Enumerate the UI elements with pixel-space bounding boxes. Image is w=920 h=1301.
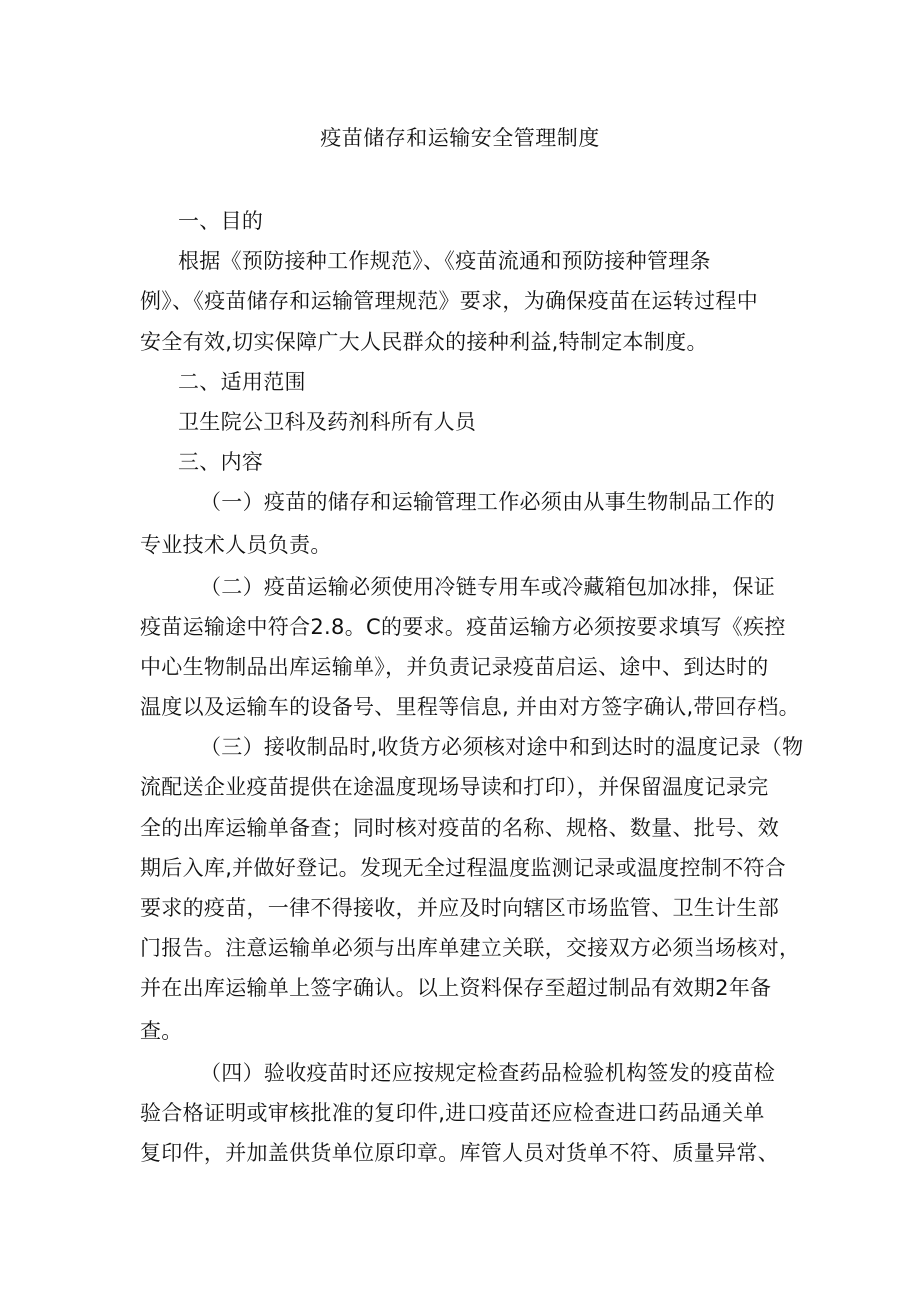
clause-line: 门报告。注意运输单必须与出库单建立关联，交接双方必须当场核对， — [140, 936, 801, 961]
clause-line: （四）验收疫苗时还应按规定检查药品检验机构签发的疫苗检 — [200, 1060, 776, 1085]
clause-line: 温度以及运输车的设备号、里程等信息, 并由对方签字确认,带回存档。 — [140, 695, 800, 720]
clause-line: （三）接收制品时,收货方必须核对途中和到达时的温度记录（物 — [200, 735, 804, 760]
clause-line: 全的出库运输单备查；同时核对疫苗的名称、规格、数量、批号、效 — [140, 815, 779, 840]
paragraph-line: 例》、《疫苗储存和运输管理规范》要求，为确保疫苗在运转过程中 — [140, 289, 758, 314]
clause-line: 复印件，并加盖供货单位原印章。库管人员对货单不符、质量异常、 — [140, 1140, 779, 1165]
section-heading-content: 三、内容 — [178, 450, 264, 475]
document-title: 疫苗储存和运输安全管理制度 — [320, 126, 600, 150]
clause-line: （二）疫苗运输必须使用冷链专用车或冷藏箱包加冰排，保证 — [200, 574, 776, 599]
clause-line: 查。 — [140, 1018, 183, 1043]
clause-line: 流配送企业疫苗提供在途温度现场导读和打印），并保留温度记录完 — [140, 775, 769, 800]
section-heading-purpose: 一、目的 — [178, 209, 264, 233]
clause-line: 期后入库,并做好登记。发现无全过程温度监测记录或温度控制不符合 — [140, 855, 786, 880]
clause-line: 并在出库运输单上签字确认。以上资料保存至超过制品有效期2年备 — [140, 976, 772, 1001]
paragraph-line: 卫生院公卫科及药剂科所有人员 — [178, 409, 477, 434]
clause-line: 专业技术人员负责。 — [140, 532, 332, 557]
clause-line: 中心生物制品出库运输单》，并负责记录疫苗启运、途中、到达时的 — [140, 654, 769, 679]
section-heading-scope: 二、适用范围 — [178, 369, 306, 394]
clause-line: 验合格证明或审核批准的复印件,进口疫苗还应检查进口药品通关单 — [140, 1100, 765, 1125]
clause-line: 要求的疫苗，一律不得接收，并应及时向辖区市场监管、卫生计生部 — [140, 896, 779, 920]
paragraph-line: 安全有效,切实保障广大人民群众的接种利益,特制定本制度。 — [140, 329, 708, 354]
clause-line: 疫苗运输途中符合2.8。C的要求。疫苗运输方必须按要求填写《疾控 — [140, 614, 786, 639]
document-body — [140, 203, 804, 1175]
clause-line: （一）疫苗的储存和运输管理工作必须由从事生物制品工作的 — [200, 490, 776, 515]
paragraph-line: 根据《预防接种工作规范》、《疫苗流通和预防接种管理条 — [178, 249, 711, 274]
